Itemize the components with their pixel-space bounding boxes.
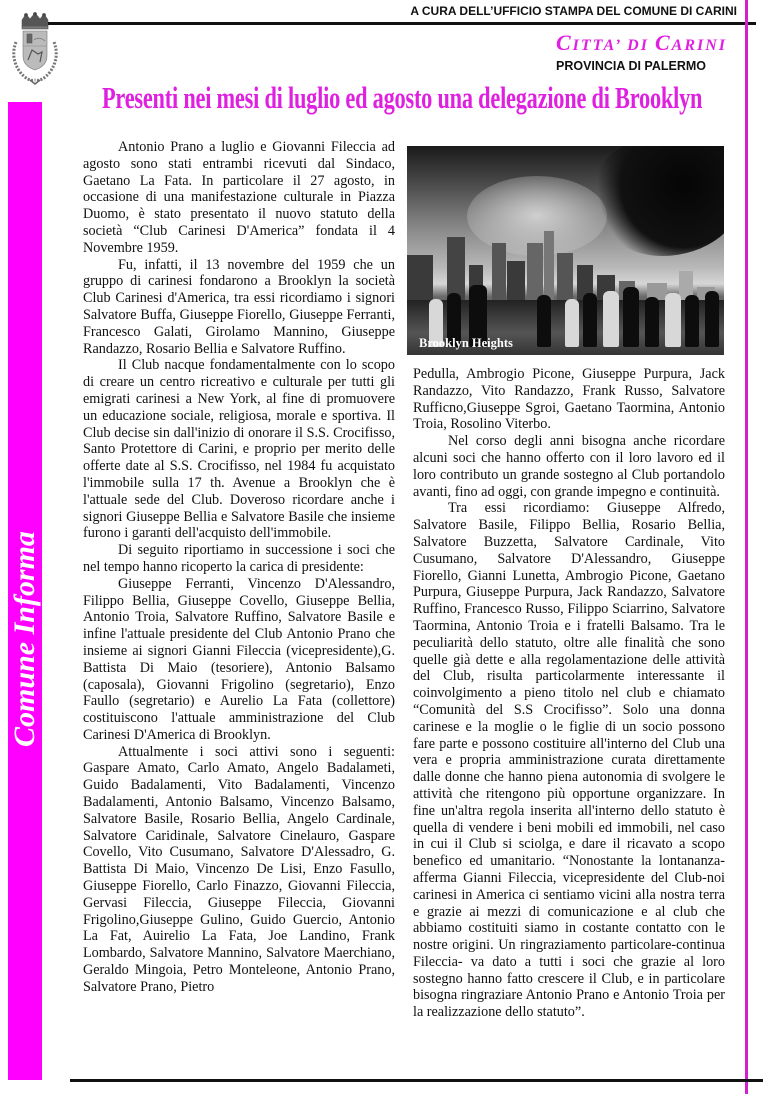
article-paragraph: Attualmente i soci attivi sono i seguenti: Gaspare Amato, Carlo Amato, Angelo Badalameti, Guido Badalamenti, Vito Badalamenti, Vincenzo Badalamenti, Antonio Balsamo, Vincenzo Balsamo, Salvatore Basile, Rosario Bellia, Angelo Cardinale, Salvatore Caridinale, Salvatore Cinelauro, Gaspare Covello, Vito Cusumano, Salvatore D'Alessadro, G. Battista Di Maio, Vincenzo De Lisi, Enzo Fasullo, Giuseppe Fiorello, Carlo Finazzo, Giovanni Fileccia, Gervasi Fileccia, Giuseppe Fileccia, Giovanni Frigolino,Giuseppe Gulino, Guido Guercio, Antonio La Fat, Auirelio La Fata, Joe Landino, Frank Lombardo, Salvatore Mannino, Salvatore Maerchiano, Geraldo Mingoia, Petro Monteleone, Antonio Prano, Salvatore Prano, Pietro bbox=[83, 743, 395, 995]
city-title-rest: ITTA’ DI bbox=[572, 37, 655, 54]
article-paragraph: Tra essi ricordiamo: Giuseppe Alfredo, Salvatore Basile, Filippo Bellia, Rosario Bellia, Salvatore Buzzetta, Salvatore Cardinale, Vito Cusumano, Salvatore D'Alessandro, Giuseppe Fiorello, Gianni Lunetta, Ambrogio Picone, Gaetano Purpura, Giuseppe Purpura, Jack Randazzo, Salvatore Ruffino, Francesco Russo, Filippo Sciarrino, Salvatore Taormina, Antonio Troia e i fratelli Balsamo. Tra le peculiarità dello statuto, oltre alle finalità che sono quelle già dette e alla regolamentazione delle attività del Club, risulta particolarmente interessante il coinvolgimento a pieno titolo nel club e chiamato “Comunità del S.S Crocifisso”. Solo una donna carinese e la moglie o le figlie di un socio possono fare parte e possono costituire all'interno del Club una vera e propria amministrazione curata direttamente dalle donne che hanno piena autonomia di svolgere le attività che ritengono più opportune organizzare. In fine un'altra regola inserita all'interno dello statuto è quella di vendere i beni mobili ed immobili, nel caso in cui il Club si sciolga, e dare il ricavato a scopo benefico ed umanitario. “Nonostante la lontananza-afferma Gianni Fileccia, vicepresidente del Club-noi carinesi in America ci sentiamo vicini alla nostra terra e grazie ai mezzi di comunicazione e al club che abbiamo costituiti siamo in costante contatto con le nostre origini. Un ringraziamento particolare-continua Fileccia- va dato a tutti i soci che grazie al loro sostegno hanno fatto crescere il Club, e in particolare bisogna ringraziare Antonio Prano e Antonio Troia per la realizzazione dello statuto”. bbox=[413, 500, 725, 1021]
province-label: PROVINCIA DI PALERMO bbox=[555, 59, 706, 73]
article-column-left bbox=[83, 139, 395, 996]
article-headline: Presenti nei mesi di luglio ed agosto una delegazione di Brooklyn bbox=[102, 80, 703, 115]
city-title-initial: C bbox=[654, 30, 672, 55]
article-paragraph: Antonio Prano a luglio e Giovanni Fileccia ad agosto sono stati entrambi ricevuti dal Sindaco, Gaetano La Fata. In particolare il 27 agosto, in occasione di una manifestazione culturale in Piazza Duomo, è stato presentato il nuovo statuto della società “Club Carinesi D'America” fondata il 4 Novembre 1959. bbox=[83, 139, 395, 256]
article-paragraph: Fu, infatti, il 13 novembre del 1959 che un gruppo di carinesi fondarono a Brooklyn la società Club Carinesi d'America, tra essi ricordiamo i signori Salvatore Buffa, Giuseppe Fiorello, Giuseppe Ferranti, Francesco Galati, Girolamo Mannino, Giuseppe Randazzo, Rosario Bellia e Salvatore Ruffino. bbox=[83, 256, 395, 357]
photo-caption: Brooklyn Heights bbox=[419, 336, 513, 350]
section-sidebar bbox=[8, 102, 42, 1080]
article-paragraph: Il Club nacque fondamentalmente con lo scopo di creare un centro ricreativo e culturale per tutti gli emigrati carinesi a New York, al fine di promuovere un educazione sociale, religiosa, morale e sportiva. Il Club decise sin dall'inizio di onorare il S.S. Crocifisso, Santo Protettore di Carini, e proprio per merito delle offerte date al S.S. Crocifisso, nel 1984 fu acquistato l'immobile sulla 17 th. Avenue a Brooklyn che è l'attuale sede del Club. Doveroso ricordare anche i signori Giuseppe Bellia e Salvatore Basile che insieme furono i garanti dell'acquisto dell'immobile. bbox=[83, 357, 395, 542]
article-column-right bbox=[413, 366, 725, 1021]
brooklyn-heights-photo bbox=[407, 146, 724, 355]
page-margin-line bbox=[745, 0, 748, 1094]
article-paragraph: Di seguito riportiamo in successione i soci che nel tempo hanno ricoperto la carica di presidente: bbox=[83, 542, 395, 575]
city-title-rest: ARINI bbox=[671, 37, 727, 54]
header-rule bbox=[48, 22, 756, 25]
city-title bbox=[556, 30, 727, 56]
press-office-credit: A CURA DELL’UFFICIO STAMPA DEL COMUNE DI CARINI bbox=[410, 4, 737, 18]
article-paragraph: Pedulla, Ambrogio Picone, Giuseppe Purpura, Jack Randazzo, Vito Randazzo, Frank Russo, Salvatore Rufficno,Giuseppe Sgroi, Gaetano Taormina, Antonio Troia, Rosolino Viterbo. bbox=[413, 366, 725, 433]
footer-rule bbox=[70, 1079, 763, 1082]
city-title-initial: C bbox=[555, 30, 573, 55]
article-paragraph: Nel corso degli anni bisogna anche ricordare alcuni soci che hanno offerto con il loro lavoro ed il loro contributo un grande sostegno al Club portandolo avanti, fino ad oggi, con grande impegno e continuità. bbox=[413, 433, 725, 500]
article-paragraph: Giuseppe Ferranti, Vincenzo D'Alessandro, Filippo Bellia, Giuseppe Covello, Giuseppe Bellia, Antonio Troia, Salvatore Ruffino, Salvatore Basile e infine l'attuale presidente del Club Antonio Prano che insieme ai signori Gianni Fileccia (vicepresidente),G. Battista Di Maio (tesoriere), Antonio Balsamo (caposala), Giovanni Frigolino (segretario), Enzo Faullo (segretario) e Aurelio La Fata (collettore) costituiscono l'attuale amministrazione del Club Carinesi D'America di Brooklyn. bbox=[83, 575, 395, 743]
section-label: Comune Informa bbox=[8, 531, 41, 747]
